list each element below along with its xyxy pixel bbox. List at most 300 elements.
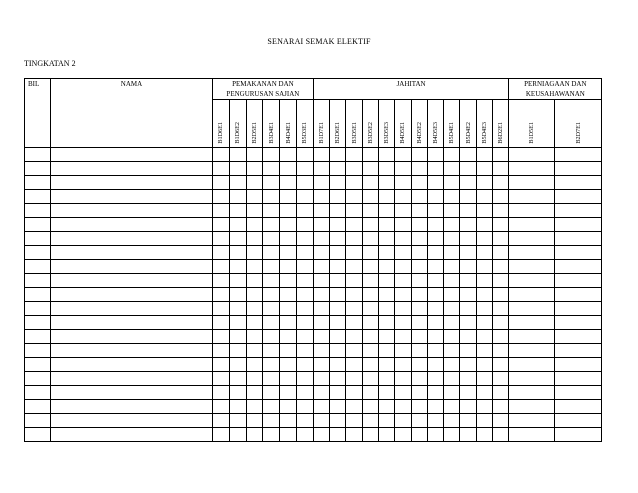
check-cell[interactable] [509, 400, 555, 414]
nama-cell[interactable] [51, 204, 213, 218]
check-cell[interactable] [509, 232, 555, 246]
check-cell[interactable] [476, 246, 492, 260]
check-cell[interactable] [395, 218, 411, 232]
check-cell[interactable] [346, 330, 362, 344]
check-cell[interactable] [213, 190, 230, 204]
check-cell[interactable] [346, 218, 362, 232]
check-cell[interactable] [346, 162, 362, 176]
check-cell[interactable] [509, 372, 555, 386]
check-cell[interactable] [444, 372, 460, 386]
check-cell[interactable] [263, 162, 280, 176]
check-cell[interactable] [213, 176, 230, 190]
nama-cell[interactable] [51, 386, 213, 400]
check-cell[interactable] [493, 358, 509, 372]
check-cell[interactable] [362, 288, 378, 302]
check-cell[interactable] [296, 386, 313, 400]
check-cell[interactable] [246, 148, 263, 162]
check-cell[interactable] [476, 358, 492, 372]
check-cell[interactable] [362, 372, 378, 386]
check-cell[interactable] [555, 162, 602, 176]
check-cell[interactable] [330, 246, 346, 260]
check-cell[interactable] [378, 372, 394, 386]
check-cell[interactable] [246, 400, 263, 414]
check-cell[interactable] [330, 274, 346, 288]
check-cell[interactable] [313, 386, 329, 400]
check-cell[interactable] [263, 260, 280, 274]
check-cell[interactable] [427, 288, 443, 302]
nama-cell[interactable] [51, 288, 213, 302]
check-cell[interactable] [246, 218, 263, 232]
check-cell[interactable] [460, 190, 476, 204]
check-cell[interactable] [395, 232, 411, 246]
check-cell[interactable] [444, 344, 460, 358]
check-cell[interactable] [493, 246, 509, 260]
nama-cell[interactable] [51, 176, 213, 190]
check-cell[interactable] [509, 274, 555, 288]
check-cell[interactable] [378, 246, 394, 260]
check-cell[interactable] [411, 274, 427, 288]
check-cell[interactable] [460, 148, 476, 162]
check-cell[interactable] [280, 260, 297, 274]
check-cell[interactable] [509, 428, 555, 442]
check-cell[interactable] [444, 414, 460, 428]
bil-cell[interactable] [25, 232, 51, 246]
check-cell[interactable] [346, 260, 362, 274]
check-cell[interactable] [330, 414, 346, 428]
check-cell[interactable] [509, 302, 555, 316]
check-cell[interactable] [263, 358, 280, 372]
check-cell[interactable] [411, 400, 427, 414]
check-cell[interactable] [263, 330, 280, 344]
check-cell[interactable] [346, 274, 362, 288]
check-cell[interactable] [411, 162, 427, 176]
nama-cell[interactable] [51, 190, 213, 204]
check-cell[interactable] [280, 344, 297, 358]
check-cell[interactable] [460, 358, 476, 372]
check-cell[interactable] [296, 316, 313, 330]
check-cell[interactable] [493, 316, 509, 330]
check-cell[interactable] [346, 344, 362, 358]
bil-cell[interactable] [25, 330, 51, 344]
check-cell[interactable] [555, 372, 602, 386]
check-cell[interactable] [378, 316, 394, 330]
check-cell[interactable] [444, 148, 460, 162]
check-cell[interactable] [378, 344, 394, 358]
check-cell[interactable] [395, 386, 411, 400]
check-cell[interactable] [213, 372, 230, 386]
check-cell[interactable] [493, 386, 509, 400]
check-cell[interactable] [313, 148, 329, 162]
check-cell[interactable] [493, 414, 509, 428]
check-cell[interactable] [476, 260, 492, 274]
check-cell[interactable] [296, 302, 313, 316]
check-cell[interactable] [378, 428, 394, 442]
check-cell[interactable] [213, 260, 230, 274]
check-cell[interactable] [362, 260, 378, 274]
check-cell[interactable] [330, 372, 346, 386]
check-cell[interactable] [460, 232, 476, 246]
check-cell[interactable] [476, 176, 492, 190]
check-cell[interactable] [362, 386, 378, 400]
check-cell[interactable] [362, 330, 378, 344]
check-cell[interactable] [313, 246, 329, 260]
check-cell[interactable] [346, 232, 362, 246]
check-cell[interactable] [476, 400, 492, 414]
check-cell[interactable] [229, 316, 246, 330]
check-cell[interactable] [330, 232, 346, 246]
check-cell[interactable] [444, 218, 460, 232]
check-cell[interactable] [246, 190, 263, 204]
check-cell[interactable] [346, 400, 362, 414]
check-cell[interactable] [330, 260, 346, 274]
check-cell[interactable] [296, 428, 313, 442]
check-cell[interactable] [213, 232, 230, 246]
check-cell[interactable] [346, 246, 362, 260]
check-cell[interactable] [313, 204, 329, 218]
check-cell[interactable] [555, 428, 602, 442]
check-cell[interactable] [229, 358, 246, 372]
check-cell[interactable] [509, 204, 555, 218]
check-cell[interactable] [330, 428, 346, 442]
check-cell[interactable] [460, 414, 476, 428]
check-cell[interactable] [213, 218, 230, 232]
check-cell[interactable] [555, 316, 602, 330]
check-cell[interactable] [427, 414, 443, 428]
check-cell[interactable] [213, 162, 230, 176]
check-cell[interactable] [476, 218, 492, 232]
check-cell[interactable] [229, 414, 246, 428]
check-cell[interactable] [296, 246, 313, 260]
check-cell[interactable] [263, 232, 280, 246]
check-cell[interactable] [555, 218, 602, 232]
check-cell[interactable] [280, 414, 297, 428]
check-cell[interactable] [346, 176, 362, 190]
check-cell[interactable] [493, 428, 509, 442]
check-cell[interactable] [476, 414, 492, 428]
check-cell[interactable] [427, 274, 443, 288]
check-cell[interactable] [213, 274, 230, 288]
check-cell[interactable] [313, 344, 329, 358]
check-cell[interactable] [346, 386, 362, 400]
check-cell[interactable] [263, 204, 280, 218]
check-cell[interactable] [263, 288, 280, 302]
check-cell[interactable] [509, 358, 555, 372]
check-cell[interactable] [444, 330, 460, 344]
check-cell[interactable] [246, 302, 263, 316]
check-cell[interactable] [555, 232, 602, 246]
nama-cell[interactable] [51, 246, 213, 260]
check-cell[interactable] [411, 428, 427, 442]
check-cell[interactable] [263, 316, 280, 330]
check-cell[interactable] [263, 414, 280, 428]
check-cell[interactable] [476, 204, 492, 218]
check-cell[interactable] [263, 400, 280, 414]
bil-cell[interactable] [25, 162, 51, 176]
check-cell[interactable] [296, 260, 313, 274]
check-cell[interactable] [229, 372, 246, 386]
check-cell[interactable] [395, 344, 411, 358]
check-cell[interactable] [362, 414, 378, 428]
check-cell[interactable] [213, 316, 230, 330]
bil-cell[interactable] [25, 302, 51, 316]
check-cell[interactable] [476, 386, 492, 400]
check-cell[interactable] [427, 372, 443, 386]
nama-cell[interactable] [51, 148, 213, 162]
check-cell[interactable] [427, 218, 443, 232]
check-cell[interactable] [411, 302, 427, 316]
check-cell[interactable] [509, 330, 555, 344]
check-cell[interactable] [427, 162, 443, 176]
check-cell[interactable] [313, 162, 329, 176]
check-cell[interactable] [476, 232, 492, 246]
check-cell[interactable] [229, 190, 246, 204]
check-cell[interactable] [229, 232, 246, 246]
check-cell[interactable] [246, 204, 263, 218]
check-cell[interactable] [509, 260, 555, 274]
check-cell[interactable] [263, 176, 280, 190]
check-cell[interactable] [246, 246, 263, 260]
check-cell[interactable] [330, 218, 346, 232]
check-cell[interactable] [296, 400, 313, 414]
check-cell[interactable] [296, 372, 313, 386]
check-cell[interactable] [280, 428, 297, 442]
check-cell[interactable] [460, 330, 476, 344]
check-cell[interactable] [395, 414, 411, 428]
check-cell[interactable] [493, 148, 509, 162]
check-cell[interactable] [427, 232, 443, 246]
nama-cell[interactable] [51, 162, 213, 176]
check-cell[interactable] [555, 260, 602, 274]
check-cell[interactable] [330, 162, 346, 176]
check-cell[interactable] [362, 302, 378, 316]
bil-cell[interactable] [25, 386, 51, 400]
check-cell[interactable] [313, 302, 329, 316]
check-cell[interactable] [460, 288, 476, 302]
check-cell[interactable] [444, 274, 460, 288]
check-cell[interactable] [444, 232, 460, 246]
check-cell[interactable] [263, 274, 280, 288]
check-cell[interactable] [246, 414, 263, 428]
check-cell[interactable] [330, 302, 346, 316]
check-cell[interactable] [493, 162, 509, 176]
check-cell[interactable] [493, 218, 509, 232]
check-cell[interactable] [362, 148, 378, 162]
check-cell[interactable] [280, 400, 297, 414]
check-cell[interactable] [229, 400, 246, 414]
check-cell[interactable] [330, 288, 346, 302]
check-cell[interactable] [330, 148, 346, 162]
check-cell[interactable] [460, 316, 476, 330]
check-cell[interactable] [263, 218, 280, 232]
check-cell[interactable] [313, 190, 329, 204]
check-cell[interactable] [395, 260, 411, 274]
nama-cell[interactable] [51, 316, 213, 330]
check-cell[interactable] [555, 400, 602, 414]
check-cell[interactable] [246, 386, 263, 400]
check-cell[interactable] [460, 386, 476, 400]
bil-cell[interactable] [25, 190, 51, 204]
check-cell[interactable] [395, 148, 411, 162]
check-cell[interactable] [229, 204, 246, 218]
bil-cell[interactable] [25, 148, 51, 162]
check-cell[interactable] [378, 274, 394, 288]
check-cell[interactable] [509, 246, 555, 260]
check-cell[interactable] [229, 428, 246, 442]
check-cell[interactable] [509, 148, 555, 162]
check-cell[interactable] [229, 302, 246, 316]
check-cell[interactable] [296, 358, 313, 372]
bil-cell[interactable] [25, 316, 51, 330]
check-cell[interactable] [213, 330, 230, 344]
check-cell[interactable] [555, 246, 602, 260]
check-cell[interactable] [229, 274, 246, 288]
check-cell[interactable] [296, 344, 313, 358]
check-cell[interactable] [493, 260, 509, 274]
check-cell[interactable] [493, 400, 509, 414]
check-cell[interactable] [280, 316, 297, 330]
check-cell[interactable] [427, 260, 443, 274]
check-cell[interactable] [296, 330, 313, 344]
check-cell[interactable] [296, 148, 313, 162]
check-cell[interactable] [411, 330, 427, 344]
check-cell[interactable] [313, 232, 329, 246]
bil-cell[interactable] [25, 358, 51, 372]
check-cell[interactable] [213, 246, 230, 260]
check-cell[interactable] [411, 148, 427, 162]
check-cell[interactable] [213, 414, 230, 428]
check-cell[interactable] [411, 232, 427, 246]
check-cell[interactable] [246, 260, 263, 274]
check-cell[interactable] [280, 358, 297, 372]
nama-cell[interactable] [51, 344, 213, 358]
check-cell[interactable] [411, 218, 427, 232]
check-cell[interactable] [444, 386, 460, 400]
check-cell[interactable] [460, 204, 476, 218]
check-cell[interactable] [362, 190, 378, 204]
check-cell[interactable] [460, 344, 476, 358]
check-cell[interactable] [395, 302, 411, 316]
check-cell[interactable] [378, 400, 394, 414]
check-cell[interactable] [509, 414, 555, 428]
check-cell[interactable] [313, 428, 329, 442]
check-cell[interactable] [213, 358, 230, 372]
check-cell[interactable] [444, 358, 460, 372]
check-cell[interactable] [395, 274, 411, 288]
check-cell[interactable] [509, 316, 555, 330]
check-cell[interactable] [395, 162, 411, 176]
check-cell[interactable] [444, 162, 460, 176]
check-cell[interactable] [346, 358, 362, 372]
check-cell[interactable] [246, 372, 263, 386]
check-cell[interactable] [362, 162, 378, 176]
check-cell[interactable] [246, 232, 263, 246]
check-cell[interactable] [280, 232, 297, 246]
check-cell[interactable] [493, 372, 509, 386]
check-cell[interactable] [493, 344, 509, 358]
check-cell[interactable] [213, 386, 230, 400]
check-cell[interactable] [246, 316, 263, 330]
check-cell[interactable] [229, 176, 246, 190]
check-cell[interactable] [427, 330, 443, 344]
check-cell[interactable] [263, 372, 280, 386]
check-cell[interactable] [246, 330, 263, 344]
check-cell[interactable] [476, 190, 492, 204]
check-cell[interactable] [378, 190, 394, 204]
check-cell[interactable] [476, 316, 492, 330]
check-cell[interactable] [395, 316, 411, 330]
check-cell[interactable] [493, 274, 509, 288]
check-cell[interactable] [378, 358, 394, 372]
check-cell[interactable] [313, 400, 329, 414]
check-cell[interactable] [263, 386, 280, 400]
check-cell[interactable] [395, 246, 411, 260]
check-cell[interactable] [460, 372, 476, 386]
check-cell[interactable] [411, 246, 427, 260]
check-cell[interactable] [395, 372, 411, 386]
check-cell[interactable] [395, 400, 411, 414]
check-cell[interactable] [427, 316, 443, 330]
check-cell[interactable] [378, 386, 394, 400]
check-cell[interactable] [378, 260, 394, 274]
nama-cell[interactable] [51, 260, 213, 274]
check-cell[interactable] [296, 274, 313, 288]
check-cell[interactable] [555, 330, 602, 344]
check-cell[interactable] [378, 414, 394, 428]
check-cell[interactable] [555, 344, 602, 358]
check-cell[interactable] [444, 176, 460, 190]
check-cell[interactable] [313, 414, 329, 428]
check-cell[interactable] [476, 302, 492, 316]
bil-cell[interactable] [25, 372, 51, 386]
check-cell[interactable] [280, 288, 297, 302]
check-cell[interactable] [313, 372, 329, 386]
check-cell[interactable] [346, 428, 362, 442]
check-cell[interactable] [493, 288, 509, 302]
nama-cell[interactable] [51, 302, 213, 316]
check-cell[interactable] [213, 148, 230, 162]
check-cell[interactable] [246, 428, 263, 442]
check-cell[interactable] [378, 288, 394, 302]
check-cell[interactable] [395, 288, 411, 302]
check-cell[interactable] [296, 232, 313, 246]
check-cell[interactable] [411, 288, 427, 302]
check-cell[interactable] [493, 330, 509, 344]
check-cell[interactable] [411, 176, 427, 190]
check-cell[interactable] [476, 344, 492, 358]
check-cell[interactable] [330, 358, 346, 372]
check-cell[interactable] [444, 302, 460, 316]
check-cell[interactable] [246, 274, 263, 288]
check-cell[interactable] [555, 358, 602, 372]
check-cell[interactable] [246, 288, 263, 302]
nama-cell[interactable] [51, 414, 213, 428]
check-cell[interactable] [493, 190, 509, 204]
check-cell[interactable] [476, 428, 492, 442]
check-cell[interactable] [296, 162, 313, 176]
check-cell[interactable] [213, 204, 230, 218]
check-cell[interactable] [313, 316, 329, 330]
check-cell[interactable] [378, 162, 394, 176]
check-cell[interactable] [493, 302, 509, 316]
check-cell[interactable] [378, 218, 394, 232]
check-cell[interactable] [460, 246, 476, 260]
check-cell[interactable] [411, 414, 427, 428]
check-cell[interactable] [395, 330, 411, 344]
check-cell[interactable] [313, 176, 329, 190]
check-cell[interactable] [395, 358, 411, 372]
check-cell[interactable] [555, 190, 602, 204]
check-cell[interactable] [427, 190, 443, 204]
